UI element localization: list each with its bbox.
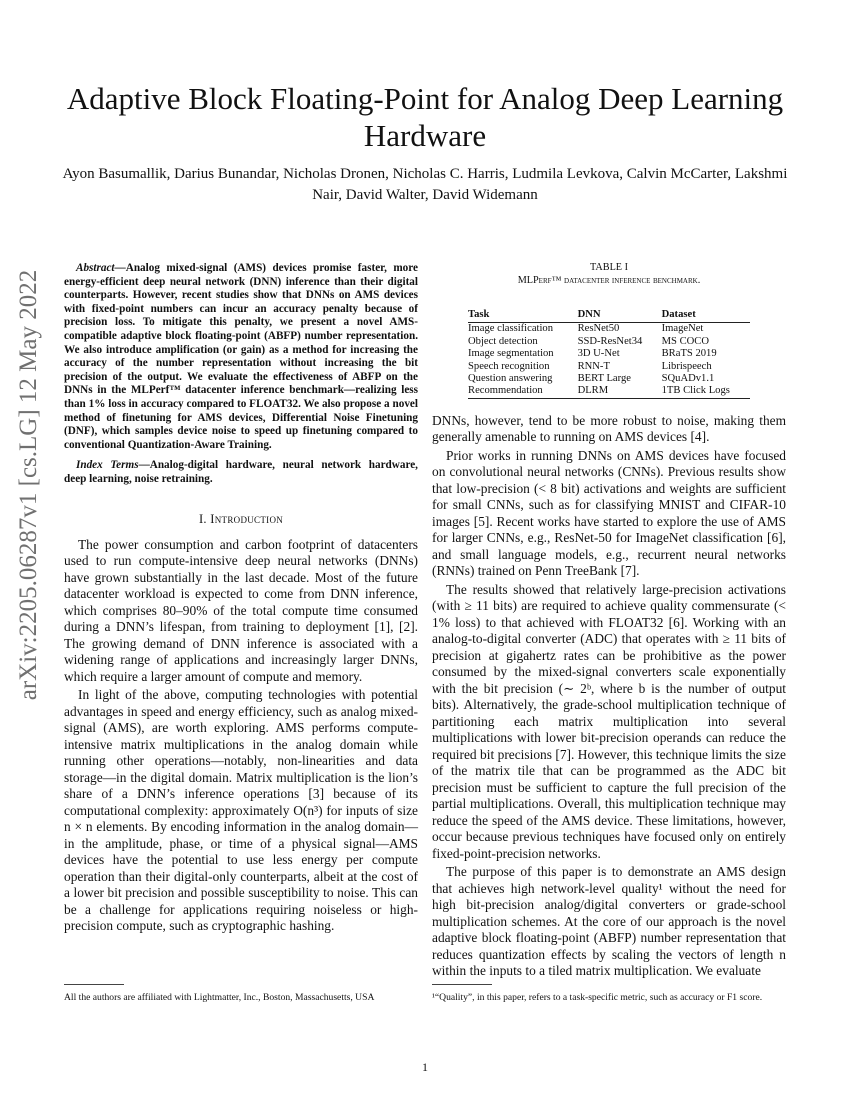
table-label: TABLE I — [590, 262, 628, 273]
abstract — [64, 262, 418, 452]
table-cell: 1TB Click Logs — [662, 385, 750, 398]
table-caption-text: MLPerf™ datacenter inference benchmark. — [517, 274, 701, 286]
table-cell: SSD-ResNet34 — [577, 335, 643, 347]
index-terms-label: Index Terms — [76, 459, 139, 472]
index-terms-text: —Analog-digital hardware, neural network hardware, deep learning, noise retraining. — [64, 459, 418, 485]
table-cell: Image segmentation — [468, 348, 554, 360]
table-header-row — [468, 309, 750, 323]
table-row — [468, 373, 750, 385]
table-cell: BERT Large — [577, 373, 631, 385]
intro-paragraph-2: In light of the above, computing technologies with potential advantages in speed and energy efficiency, such as analog mixed-signal (AMS), are worth exploring. AMS performs compute-intensive matrix multiplications in the analog domain while running other operations—notably, non-linearities and data storage—in the digital domain. Matrix multiplication is the lion’s share of a DNN’s inference operations [3] because of its computational complexity: approximately O(n³) for inputs of size n × n elements. By encoding information in the analog domain—in the amplitude, phase, or time of a physical signal—AMS devices have the potential to use less energy per compute operation than their digital-only counterparts, albeit at the cost of a lower bit precision and possible susceptibility to noise. This can be a challenge for applications requiring noiseless or high-precision compute, such as cryptographic hashing. — [64, 687, 418, 934]
page-number: 1 — [422, 1060, 428, 1074]
body-paragraph-1: DNNs, however, tend to be more robust to noise, making them generally amenable to running on AMS devices [4]. — [432, 412, 786, 445]
footnote-rule-right — [432, 984, 492, 985]
section-number: I. — [198, 511, 207, 526]
table-cell: Image classification — [468, 323, 554, 335]
abstract-text: —Analog mixed-signal (AMS) devices promise faster, more energy-efficient deep neural network (DNN) inference than their digital counterparts. However, recent studies show that DNNs on AMS devices with fixed-point numbers can incur an accuracy penalty because of precision loss. To mitigate this penalty, we present a novel AMS-compatible adaptive block floating-point (ABFP) number representation. We also introduce amplification (or gain) as a method for increasing the accuracy of the number representation without increasing the bit precision of the output. We evaluate the effectiveness of ABFP on the DNNs in the MLPerf™ datacenter inference benchmark—realizing less than 1% loss in accuracy compared to FLOAT32. We also propose a novel method of finetuning for AMS devices, Differential Noise Finetuning (DNF), which samples device noise to speed up finetuning compared to conventional Quantization-Aware Training. — [64, 262, 418, 451]
benchmark-table — [468, 309, 750, 399]
arxiv-identifier-text: arXiv:2205.06287v1 [cs.LG] 12 May 2022 — [15, 269, 42, 701]
table-cell: Object detection — [468, 335, 538, 347]
table-row — [468, 361, 750, 373]
paper-title: Adaptive Block Floating-Point for Analog Deep Learning Hardware — [66, 81, 784, 153]
table-cell: ImageNet — [661, 323, 704, 335]
body-paragraph-4: The purpose of this paper is to demonstrate an AMS design that achieves high network-level quality¹ without the need for high bit-precision analog/digital converters or grade-school multiplication schemes. At the core of our approach is the novel adaptive block floating-point (ABFP) number representation that reduces quantization effects by scaling the vectors of length n within the inputs to a tiled matrix multiplication. We evaluate — [432, 864, 786, 979]
table-header-task: Task — [468, 309, 578, 323]
intro-paragraph-1: The power consumption and carbon footprint of datacenters used to run compute-intensive deep neural networks (DNNs) have grown substantially in the last decade. Most of the future datacenter workload is expected to come from DNN inference, which comprises 80–90% of the total compute time consumed during a DNN’s lifespan, from training to deployment [1], [2]. The growing demand of DNN inference is associated with a widening range of applications and increasingly larger DNNs, which require a larger amount of compute and memory. — [64, 536, 418, 684]
table-caption — [432, 262, 786, 287]
table-row — [468, 336, 750, 348]
table-row — [468, 348, 750, 360]
right-column — [432, 262, 786, 982]
section-heading — [64, 511, 418, 527]
arxiv-identifier — [4, 269, 54, 701]
footnote-right: ¹“Quality”, in this paper, refers to a task-specific metric, such as accuracy or F1 score. — [432, 992, 763, 1003]
body-paragraph-3: The results showed that relatively large-precision activations (with ≥ 11 bits) are required to achieve quality commensurate (< 1% loss) to that achieved with FLOAT32 [6]. Working with an analog-to-digital converter (ADC) that operates with ≥ 11 bits of precision at gigahertz rates can be prohibitive as the power consumed by the mixed-signal converters scale exponentially with the bit precision (∼ 2ᵇ, where b is the number of output bits). Alternatively, the grade-school multiplication technique of partitioning each matrix multiplication into several multiplications with lower bit-precision operands can reduce the required bit precisions [7]. However, this technique limits the size of the matrix tile that can be programmed as the ADC bit precision must be sufficient to capture the full precision of the partial multiplications. Overall, this multiplication technique may reduce the speed of the AMS device. These limitations, however, occur because previous techniques have focused only on entirely fixed-point-precision networks. — [432, 581, 786, 861]
table-cell: BRaTS 2019 — [661, 348, 717, 360]
author-list: Ayon Basumallik, Darius Bunandar, Nicholas Dronen, Nicholas C. Harris, Ludmila Levkova, Calvin McCarter, Lakshmi Nair, David Walter, David Widemann — [62, 166, 788, 203]
table-cell: MS COCO — [661, 335, 710, 347]
section-title: Introduction — [210, 511, 284, 526]
table-cell: DLRM — [578, 385, 662, 398]
table-row — [468, 385, 750, 398]
table-cell: Recommendation — [468, 385, 578, 398]
table-cell: RNN-T — [577, 360, 610, 372]
table-header-dataset: Dataset — [662, 309, 750, 323]
table-header-dnn: DNN — [578, 309, 662, 323]
index-terms — [64, 459, 418, 486]
table-cell: Question answering — [468, 373, 553, 385]
table-row — [468, 323, 750, 336]
table-cell: Speech recognition — [468, 360, 550, 372]
table-cell: Librispeech — [661, 360, 712, 372]
left-column — [64, 262, 418, 937]
footnote-left: All the authors are affiliated with Lightmatter, Inc., Boston, Massachusetts, USA — [64, 992, 375, 1003]
table-cell: ResNet50 — [577, 323, 620, 335]
footnote-rule-left — [64, 984, 124, 985]
body-paragraph-2: Prior works in running DNNs on AMS devices have focused on convolutional neural networks (CNNs). Previous results show that low-precision (< 8 bit) activations and weights are sufficient for small CNNs, such as for classifying MNIST and CIFAR-10 images [5]. Recent works have started to explore the use of AMS for larger CNNs, e.g., ResNet-50 for ImageNet classification [6], and small language models, e.g., recurrent neural networks (RNNs) trained on Penn TreeBank [7]. — [432, 447, 786, 579]
abstract-label: Abstract — [76, 262, 115, 274]
table-cell: SQuADv1.1 — [661, 373, 715, 385]
table-cell: 3D U-Net — [577, 348, 620, 360]
